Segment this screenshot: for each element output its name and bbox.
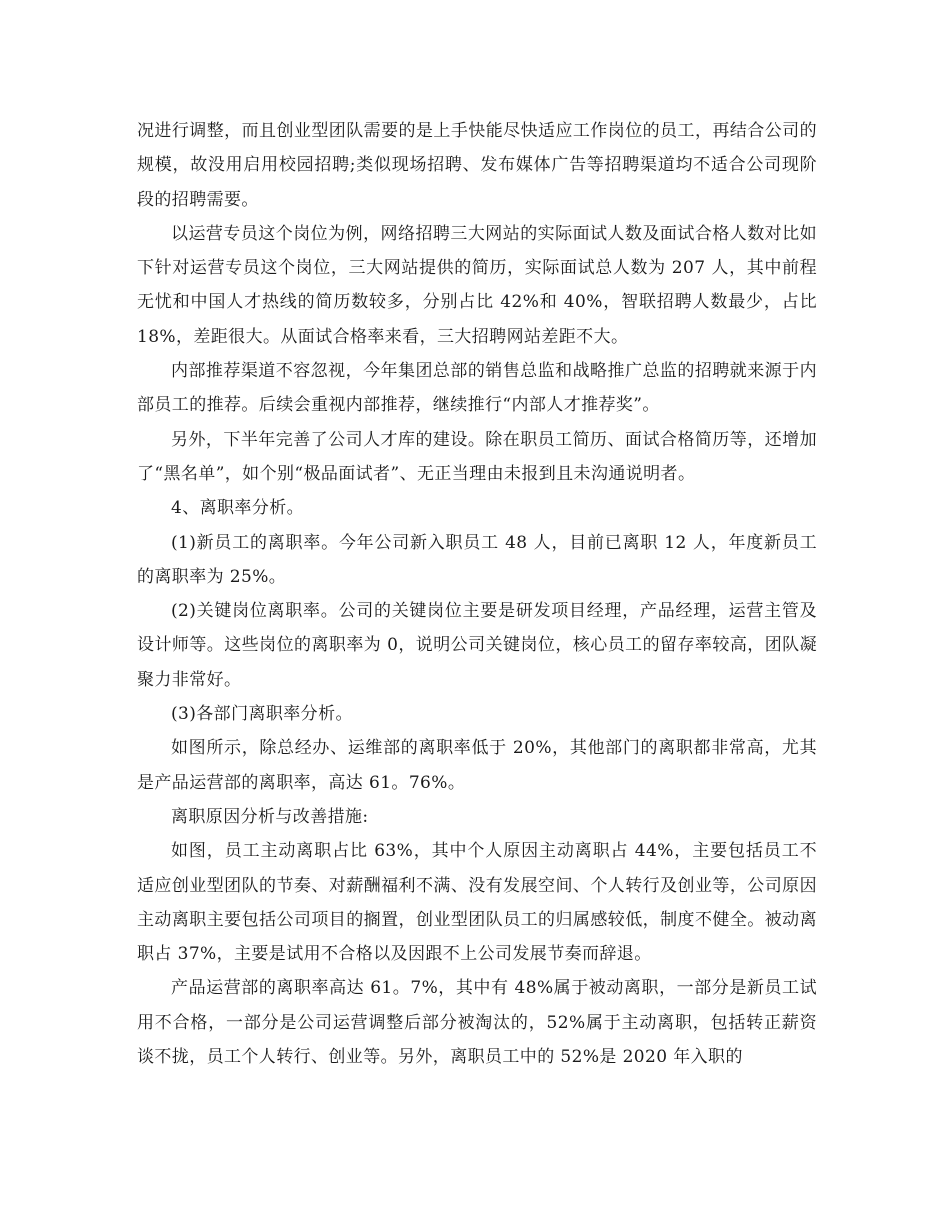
paragraph-new-employee-turnover: (1)新员工的离职率。今年公司新入职员工 48 人，目前已离职 12 人，年度新员工的离职率为 25%。: [137, 532, 817, 587]
document-body: [137, 114, 817, 1074]
paragraph-key-position-turnover: (2)关键岗位离职率。公司的关键岗位主要是研发项目经理，产品经理，运营主管及设计师等。这些岗位的离职率为 0，说明公司关键岗位，核心员工的留存率较高，团队凝聚力非常好。: [137, 601, 817, 690]
paragraph-department-turnover: 如图所示，除总经办、运维部的离职率低于 20%，其他部门的离职都非常高，尤其是产品运营部的离职率，高达 61。76%。: [137, 738, 817, 793]
paragraph-product-operations: 产品运营部的离职率高达 61。7%，其中有 48%属于被动离职，一部分是新员工试用不合格，一部分是公司运营调整后部分被淘汰的，52%属于主动离职，包括转正薪资谈不拢，员工个人转行、创业等。另外，离职员工中的 52%是 2020 年入职的: [137, 978, 817, 1068]
paragraph-reasons-analysis: 如图，员工主动离职占比 63%，其中个人原因主动离职占 44%，主要包括员工不适应创业型团队的节奏、对薪酬福利不满、没有发展空间、个人转行及创业等，公司原因主动离职主要包括公司项目的搁置，创业型团队员工的归属感较低，制度不健全。被动离职占 37%，主要是试用不合格以及因跟不上公司发展节奏而辞退。: [137, 841, 817, 965]
paragraph-reasons-heading: 离职原因分析与改善措施:: [171, 806, 369, 827]
paragraph-continuation: 况进行调整，而且创业型团队需要的是上手快能尽快适应工作岗位的员工，再结合公司的规模，故没用启用校园招聘;类似现场招聘、发布媒体广告等招聘渠道均不适合公司现阶段的招聘需要。: [137, 121, 817, 210]
paragraph-internal-referral: 内部推荐渠道不容忽视，今年集团总部的销售总监和战略推广总监的招聘就来源于内部员工的推荐。后续会重视内部推荐，继续推行“内部人才推荐奖”。: [137, 361, 817, 416]
section-heading-turnover: 4、离职率分析。: [171, 498, 305, 519]
paragraph-talent-pool: 另外，下半年完善了公司人才库的建设。除在职员工简历、面试合格简历等，还增加了“黑名单”，如个别“极品面试者”、无正当理由未报到且未沟通说明者。: [137, 429, 817, 484]
paragraph-operations-specialist: 以运营专员这个岗位为例，网络招聘三大网站的实际面试人数及面试合格人数对比如下针对运营专员这个岗位，三大网站提供的简历，实际面试总人数为 207 人，其中前程无忧和中国人才热线的简历数较多，分别占比 42%和 40%，智联招聘人数最少，占比 18%，差距很大。从面试合格率来看，三大招聘网站差距不大。: [137, 223, 817, 347]
paragraph-department-turnover-heading: (3)各部门离职率分析。: [171, 704, 353, 725]
